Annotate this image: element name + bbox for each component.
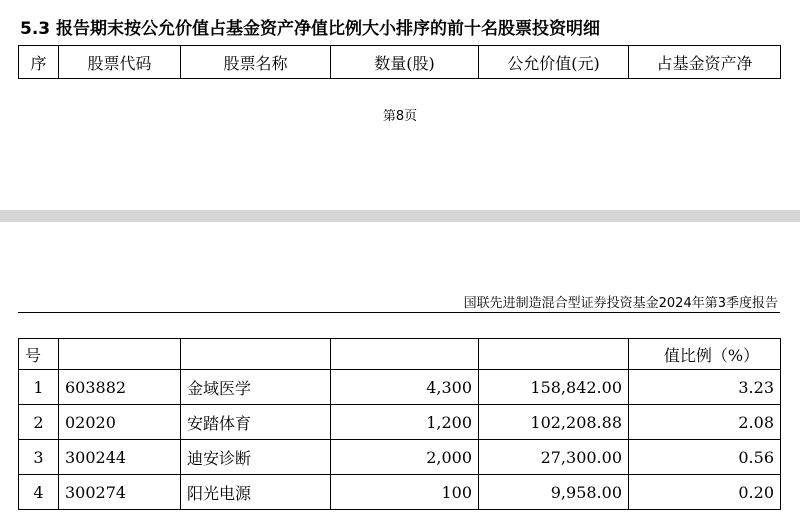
empty-cell <box>181 339 331 370</box>
section-title: 5.3 报告期末按公允价值占基金资产净值比例大小排序的前十名股票投资明细 <box>20 19 601 39</box>
row-name: 安踏体育 <box>181 405 331 440</box>
row-ratio: 0.20 <box>629 475 781 510</box>
row-idx: 4 <box>19 475 59 510</box>
header-row <box>19 46 781 79</box>
row-fair-value: 27,300.00 <box>479 440 629 475</box>
holdings-table-header <box>18 45 781 79</box>
row-name: 金域医学 <box>181 370 331 405</box>
header-continuation-row <box>19 339 781 370</box>
report-header: 国联先进制造混合型证券投资基金2024年第3季度报告 <box>463 296 778 311</box>
header-idx-cont: 号 <box>19 339 59 370</box>
empty-cell <box>59 339 181 370</box>
row-idx: 2 <box>19 405 59 440</box>
holdings-table <box>18 338 781 510</box>
row-ratio: 3.23 <box>629 370 781 405</box>
header-rule <box>18 312 780 313</box>
row-code: 603882 <box>59 370 181 405</box>
header-fair-value: 公允价值(元) <box>479 46 629 79</box>
header-quantity: 数量(股) <box>331 46 479 79</box>
table-row <box>19 440 781 475</box>
row-fair-value: 102,208.88 <box>479 405 629 440</box>
row-fair-value: 9,958.00 <box>479 475 629 510</box>
empty-cell <box>479 339 629 370</box>
page-separator <box>0 210 800 222</box>
row-quantity: 100 <box>331 475 479 510</box>
header-ratio-cont: 值比例（%） <box>629 339 781 370</box>
empty-cell <box>331 339 479 370</box>
table-row <box>19 405 781 440</box>
table-row <box>19 370 781 405</box>
row-fair-value: 158,842.00 <box>479 370 629 405</box>
row-name: 阳光电源 <box>181 475 331 510</box>
header-idx: 序 <box>19 46 59 79</box>
header-name: 股票名称 <box>181 46 331 79</box>
row-ratio: 2.08 <box>629 405 781 440</box>
page-number: 第8页 <box>382 109 418 124</box>
header-code: 股票代码 <box>59 46 181 79</box>
row-ratio: 0.56 <box>629 440 781 475</box>
header-ratio: 占基金资产净 <box>629 46 781 79</box>
row-idx: 3 <box>19 440 59 475</box>
row-quantity: 1,200 <box>331 405 479 440</box>
row-quantity: 4,300 <box>331 370 479 405</box>
row-idx: 1 <box>19 370 59 405</box>
row-name: 迪安诊断 <box>181 440 331 475</box>
row-code: 300274 <box>59 475 181 510</box>
row-code: 300244 <box>59 440 181 475</box>
table-row <box>19 475 781 510</box>
row-code: 02020 <box>59 405 181 440</box>
row-quantity: 2,000 <box>331 440 479 475</box>
